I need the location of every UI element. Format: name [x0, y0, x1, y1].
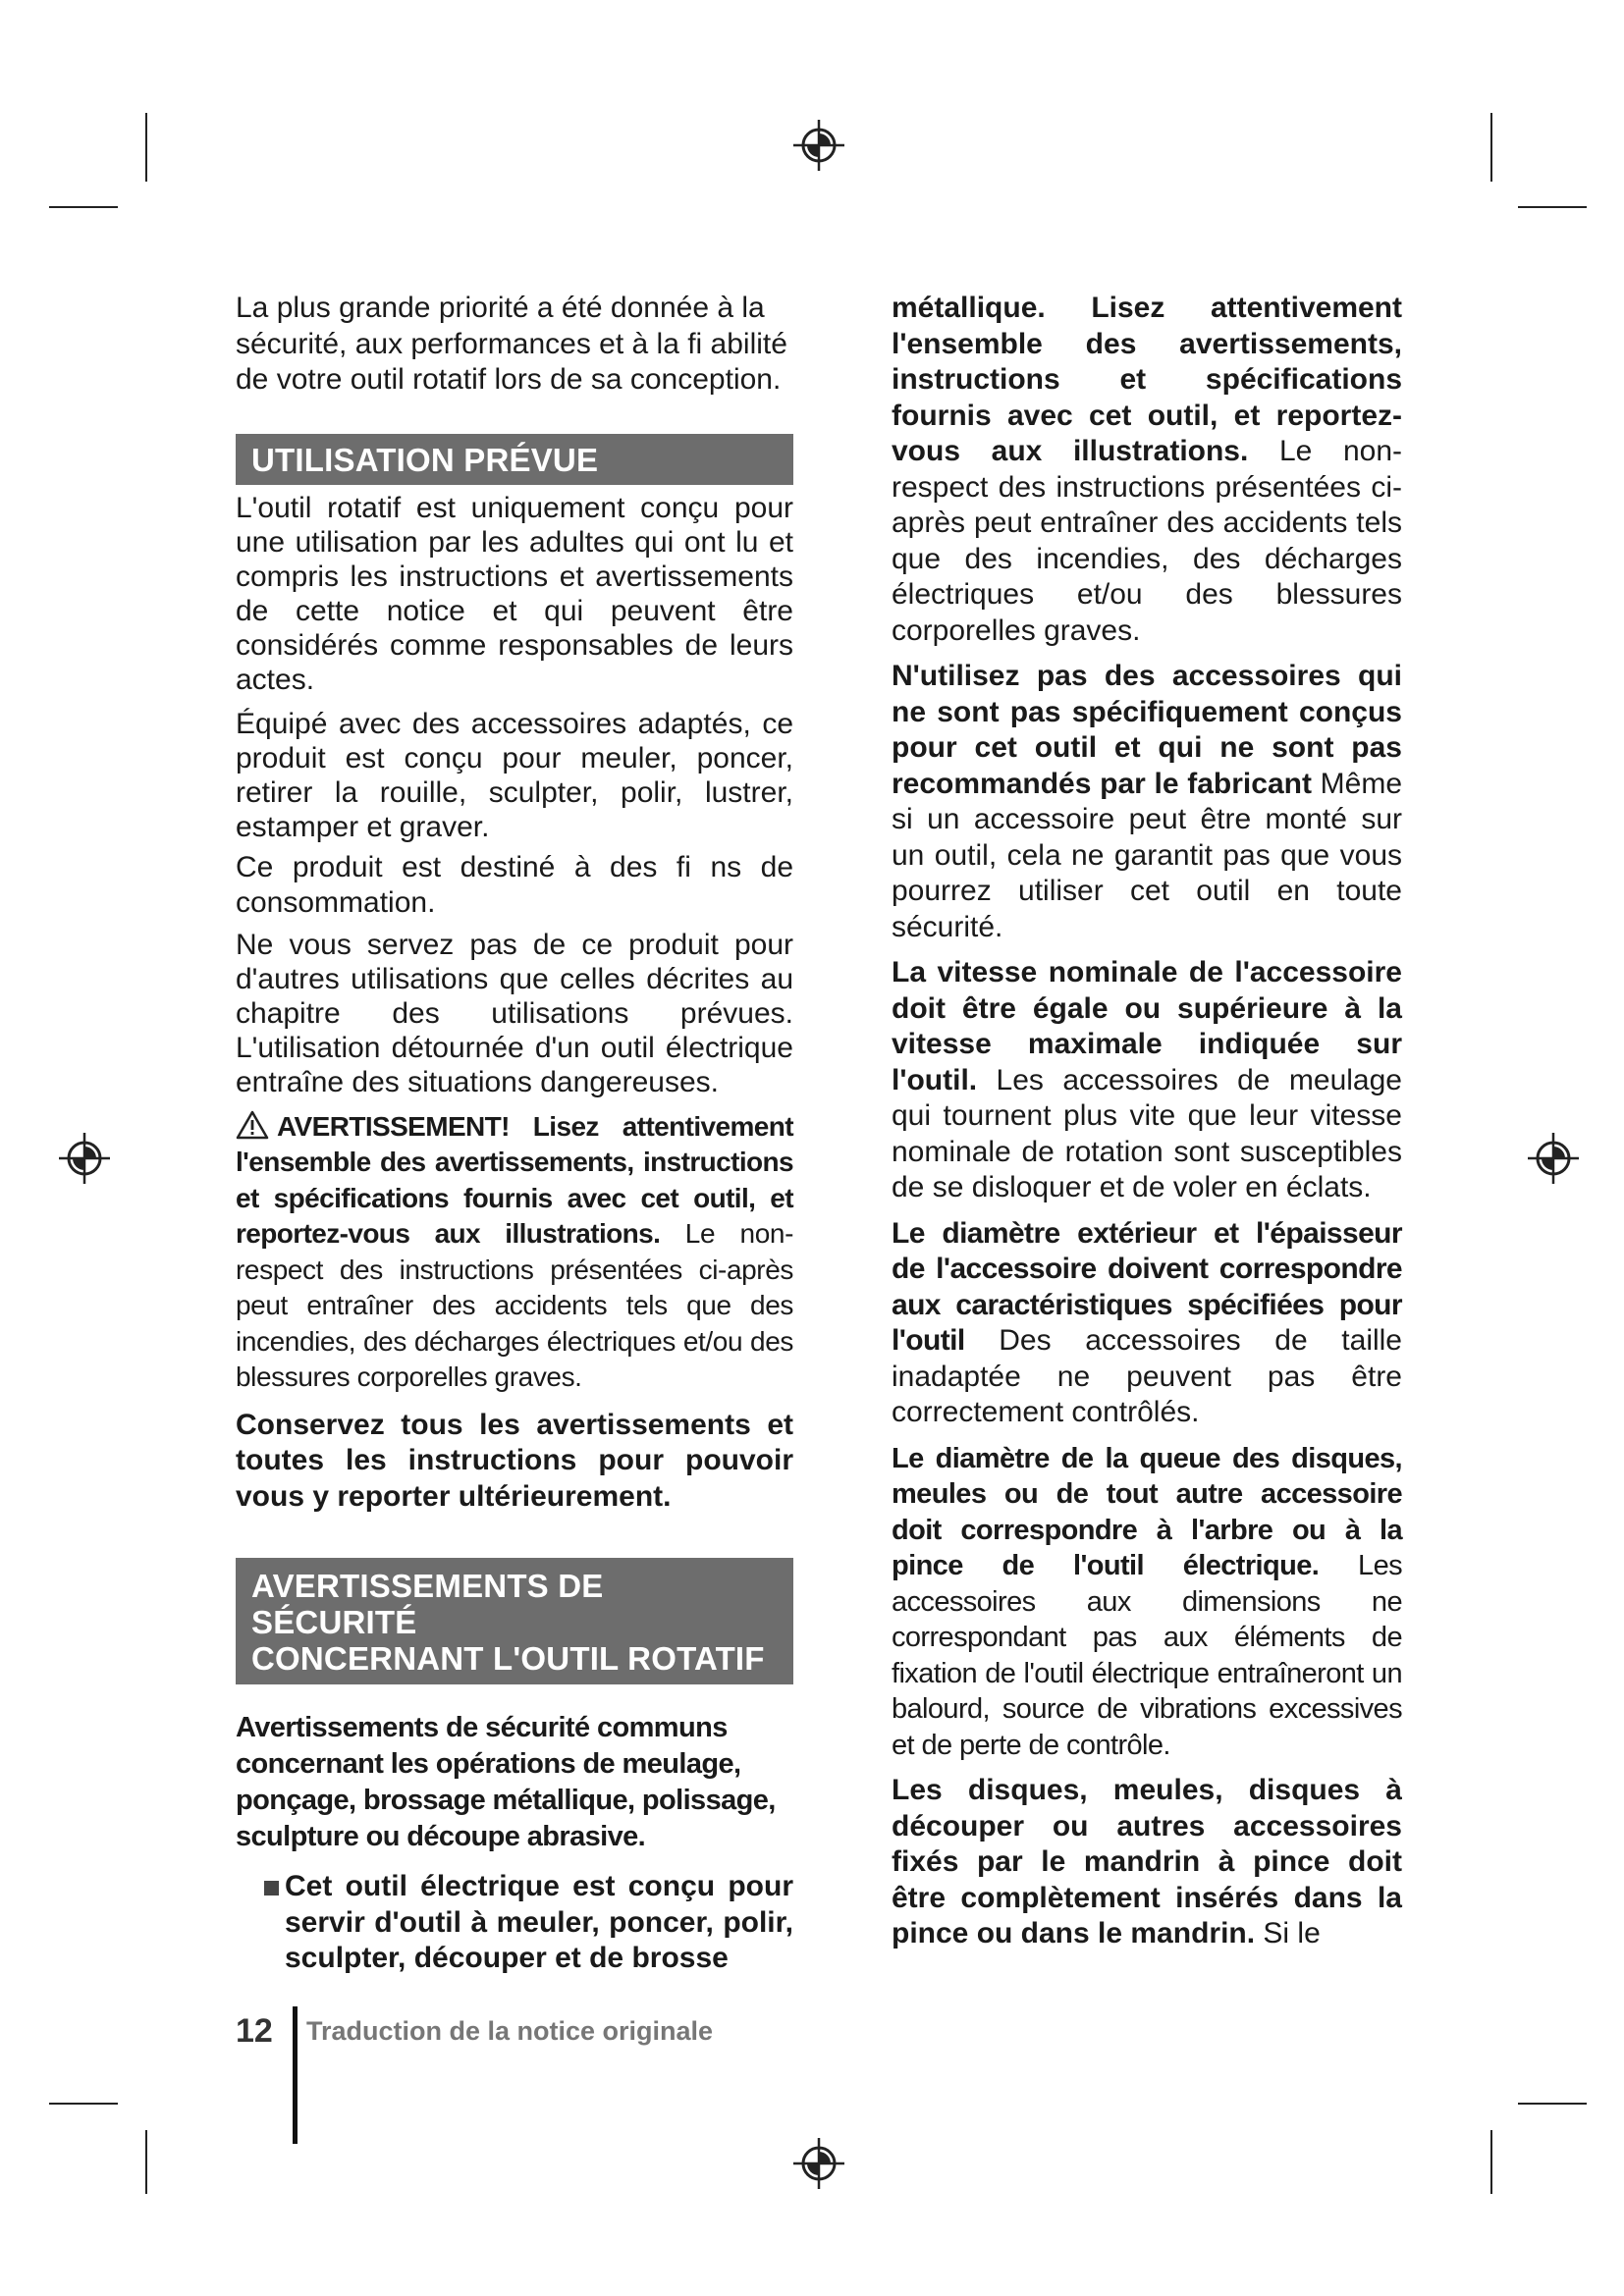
crop-mark	[49, 206, 118, 208]
bullet-body-text: Même si un accessoire peut être monté sur un outil, cela ne garantit pas que vous pourrez utiliser cet outil en toute sécurité.	[892, 767, 1403, 943]
accessories-paragraph: Équipé avec des accessoires adaptés, ce produit est conçu pour meuler, poncer, retirer la rouille, sculpter, polir, lustrer, estamper et graver.	[236, 707, 793, 843]
keep-instructions-note: Conservez tous les avertissements et toutes les instructions pour pouvoir vous y reporter ultérieurement.	[236, 1408, 793, 1513]
footer-title: Traduction de la notice originale	[306, 2016, 714, 2046]
crop-mark	[1518, 206, 1587, 208]
footer-divider	[293, 2006, 298, 2144]
bullet-body-text: Les accessoires aux dimensions ne correspondant pas aux éléments de fixation de l'outil électrique entraîneront un balourd, source de vibrations excessives et de perte de contrôle.	[892, 1550, 1402, 1761]
intro-paragraph: La plus grande priorité a été donnée à la sécurité, aux performances et à la fi abilité de votre outil rotatif lors de sa conception.	[236, 292, 787, 396]
crop-mark	[1518, 2103, 1587, 2105]
bullet-bold-text: La vitesse nominale de l'accessoire doit être égale ou supérieure à la vitesse maximale indiquée sur l'outil.	[892, 956, 1402, 1096]
list-item	[892, 659, 1402, 945]
bullet-text: Cet outil électrique est conçu pour servir d'outil à meuler, poncer, polir, sculpter, découper et de brosse	[285, 1870, 793, 1974]
continued-paragraph	[892, 291, 1402, 649]
warning-paragraph	[236, 1109, 793, 1396]
crop-mark	[145, 113, 147, 182]
page-number: 12	[236, 2012, 273, 2050]
registration-mark-icon	[1526, 1131, 1581, 1186]
bullet-body-text: Des accessoires de taille inadaptée ne peuvent pas être correctement contrôlés.	[892, 1324, 1402, 1428]
bullet-bold-text: Le diamètre extérieur et l'épaisseur de l'accessoire doivent correspondre aux caractéristiques spécifiées pour l'outil	[892, 1216, 1402, 1357]
left-column	[236, 291, 793, 1977]
crop-mark	[1490, 2130, 1492, 2194]
registration-mark-icon	[791, 118, 846, 173]
bullet-bold-text: Le diamètre de la queue des disques, meules ou de tout autre accessoire doit correspondre à l'arbre ou à la pince de l'outil électrique.	[892, 1442, 1402, 1581]
square-bullet-icon	[264, 1881, 279, 1896]
registration-mark-icon	[57, 1131, 112, 1186]
list-item	[892, 1216, 1402, 1431]
list-item	[892, 1441, 1402, 1764]
section-title-line-2: CONCERNANT L'OUTIL ROTATIF	[251, 1640, 765, 1677]
section-title-line-1: AVERTISSEMENTS DE SÉCURITÉ	[251, 1568, 604, 1640]
list-item	[892, 955, 1402, 1206]
section-title-utilisation: UTILISATION PRÉVUE	[236, 434, 793, 485]
bullet-body-text: Les accessoires de meulage qui tournent plus vite que leur vitesse nominale de rotation sont susceptibles de se disloquer et de voler en éclats.	[892, 1063, 1402, 1203]
bullet-body-text: Si le	[1255, 1917, 1321, 1949]
crop-mark	[145, 2130, 147, 2194]
list-item	[892, 1773, 1402, 1952]
continued-body-text: Le non-respect des instructions présentées ci-après peut entraîner des accidents tels que des incendies, des décharges électriques et/ou des blessures corporelles graves.	[892, 435, 1402, 647]
crop-mark	[49, 2103, 118, 2105]
warning-triangle-icon	[236, 1110, 269, 1140]
registration-mark-icon	[791, 2136, 846, 2191]
list-item	[236, 1869, 793, 1977]
warning-body-text: Le non-respect des instructions présentées ci-après peut entraîner des accidents tels que des incendies, des décharges électriques et/ou des blessures corporelles graves.	[236, 1218, 793, 1392]
misuse-paragraph: Ne vous servez pas de ce produit pour d'autres utilisations que celles décrites au chapitre des utilisations prévues. L'utilisation détournée d'un outil électrique entraîne des situations dangereuses.	[236, 928, 793, 1098]
consumer-use-paragraph: Ce produit est destiné à des fi ns de consommation.	[236, 850, 793, 919]
bullet-bold-text: Les disques, meules, disques à découper ou autres accessoires fixés par le mandrin à pince doit être complètement insérés dans la pince ou dans le mandrin.	[892, 1774, 1402, 1949]
bullet-bold-text: N'utilisez pas des accessoires qui ne sont pas spécifiquement conçus pour cet outil et qui ne sont pas recommandés par le fabricant	[892, 660, 1402, 800]
continued-bold-text: métallique. Lisez attentivement l'ensemble des avertissements, instructions et spécifications fournis avec cet outil, et reportez-vous aux illustrations.	[892, 292, 1402, 467]
right-column	[892, 291, 1402, 1952]
section-title-safety-warnings	[236, 1558, 793, 1684]
crop-mark	[1490, 113, 1492, 182]
intended-use-paragraph: L'outil rotatif est uniquement conçu pour une utilisation par les adultes qui ont lu et compris les instructions et avertissements de cette notice et qui peuvent être considérés comme responsables de leurs actes.	[236, 491, 793, 696]
warning-bold-text: AVERTISSEMENT! Lisez attentivement l'ensemble des avertissements, instructions et spécifications fournis avec cet outil, et reportez-vous aux illustrations.	[236, 1110, 793, 1249]
common-warnings-heading: Avertissements de sécurité communs concernant les opérations de meulage, ponçage, brossage métallique, polissage, sculpture ou découpe abrasive.	[236, 1712, 776, 1852]
